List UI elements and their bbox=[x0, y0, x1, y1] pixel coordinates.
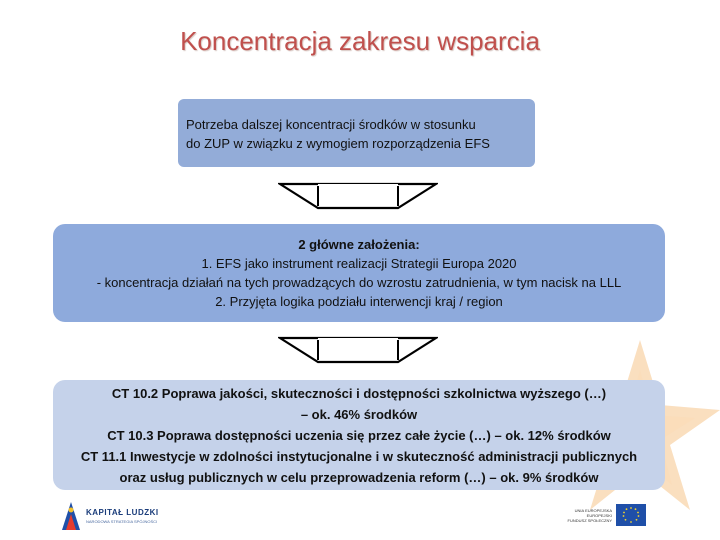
kapital-ludzki-label: KAPITAŁ LUDZKI bbox=[86, 508, 159, 517]
kapital-ludzki-logo-icon bbox=[60, 500, 82, 534]
need-text-line-2: do ZUP w związku z wymogiem rozporządzenia EFS bbox=[186, 136, 490, 151]
assumptions-line-1: 1. EFS jako instrument realizacji Strategii Europa 2020 bbox=[201, 256, 517, 271]
eu-label-line-2: EUROPEJSKI bbox=[586, 513, 612, 518]
kapital-ludzki-logo bbox=[60, 498, 160, 538]
eu-logo bbox=[560, 502, 650, 532]
kapital-ludzki-sublabel: NARODOWA STRATEGIA SPÓJNOŚCI bbox=[86, 519, 158, 524]
down-arrow-icon bbox=[278, 182, 438, 212]
assumptions-heading: 2 główne założenia: bbox=[298, 237, 420, 252]
down-arrow-icon bbox=[278, 336, 438, 366]
objective-line-4: CT 11.1 Inwestycje w zdolności instytucjonalne i w skuteczność administracji publicznych bbox=[80, 449, 638, 464]
eu-label-line-1: UNIA EUROPEJSKA bbox=[574, 508, 612, 513]
eu-flag-icon bbox=[616, 504, 646, 526]
objectives-box bbox=[53, 380, 665, 490]
eu-label-line-3: FUNDUSZ SPOŁECZNY bbox=[567, 518, 612, 523]
need-box bbox=[178, 99, 535, 167]
objective-line-1: CT 10.2 Poprawa jakości, skuteczności i dostępności szkolnictwa wyższego (…) bbox=[111, 386, 607, 401]
assumptions-line-3: 2. Przyjęta logika podziału interwencji kraj / region bbox=[215, 294, 503, 309]
need-text-line-1: Potrzeba dalszej koncentracji środków w stosunku bbox=[186, 117, 476, 132]
page-title: Koncentracja zakresu wsparcia bbox=[180, 26, 540, 56]
objective-line-2: – ok. 46% środków bbox=[300, 407, 418, 422]
objective-line-5: oraz usług publicznych w celu przeprowadzenia reform (…) – ok. 9% środków bbox=[119, 470, 599, 485]
objective-line-3: CT 10.3 Poprawa dostępności uczenia się przez całe życie (…) – ok. 12% środków bbox=[107, 428, 611, 443]
assumptions-box bbox=[53, 224, 665, 322]
assumptions-line-2: - koncentracja działań na tych prowadzących do wzrostu zatrudnienia, w tym nacisk na LLL bbox=[96, 275, 622, 290]
eu-label bbox=[564, 508, 612, 523]
